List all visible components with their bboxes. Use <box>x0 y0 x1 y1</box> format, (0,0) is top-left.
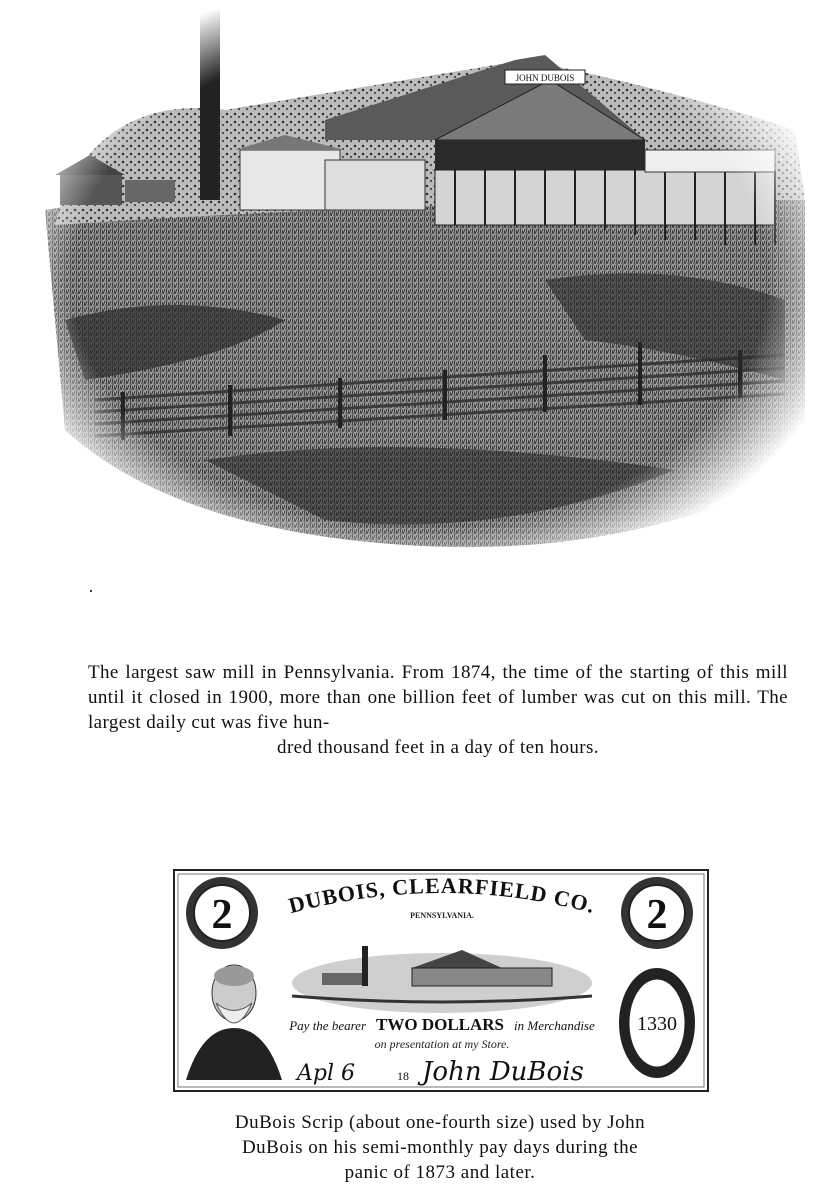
saw-mill-photo <box>25 0 815 560</box>
serial-number: 1330 <box>637 1013 677 1035</box>
john-dubois-portrait <box>186 960 282 1080</box>
scrip-caption-line-3: panic of 1873 and later. <box>344 1162 536 1183</box>
scrip-amount: TWO DOLLARS <box>376 1015 505 1034</box>
pay-prefix: Pay the bearer <box>289 1018 367 1033</box>
left-denomination-rosette <box>186 877 258 949</box>
mill-caption-line-4: dred thousand feet in a day of ten hours. <box>277 737 599 758</box>
scrip-caption-line-1: DuBois Scrip (about one-fourth size) used by John <box>234 1112 646 1133</box>
mill-caption-line-3: of lumber was cut on this mill. The largest daily cut was five hun- <box>88 687 788 733</box>
scrip-presentation: on presentation at my Store. <box>374 1037 510 1051</box>
serial-oval <box>619 968 695 1078</box>
pay-suffix: in Merchandise <box>514 1018 595 1033</box>
speck <box>90 590 92 592</box>
mill-caption-line-2: starting of this mill until it closed in 1900, more than one billion feet <box>88 662 788 708</box>
left-numeral: 2 <box>211 892 233 938</box>
signature: John DuBois <box>422 1057 584 1087</box>
year-prefix: 18 <box>397 1069 409 1083</box>
mill-caption <box>88 660 788 760</box>
scrip-issuer: DUBOIS, CLEARFIELD CO. <box>286 872 599 919</box>
right-numeral: 2 <box>646 892 668 938</box>
handwritten-date: Apl 6 <box>297 1061 355 1086</box>
svg-text:Pay the bearer TWO DOLLARS <box>288 1015 595 1034</box>
right-denomination-rosette <box>621 877 693 949</box>
dubois-scrip-note <box>172 868 710 1093</box>
scrip-state: PENNSYLVANIA. <box>410 911 474 920</box>
scrip-caption-line-2: DuBois on his semi-monthly pay days during the <box>241 1137 639 1158</box>
scrip-caption <box>170 1110 710 1185</box>
mill-caption-line-1: The largest saw mill in Pennsylvania. From 1874, the time of the <box>88 662 624 683</box>
